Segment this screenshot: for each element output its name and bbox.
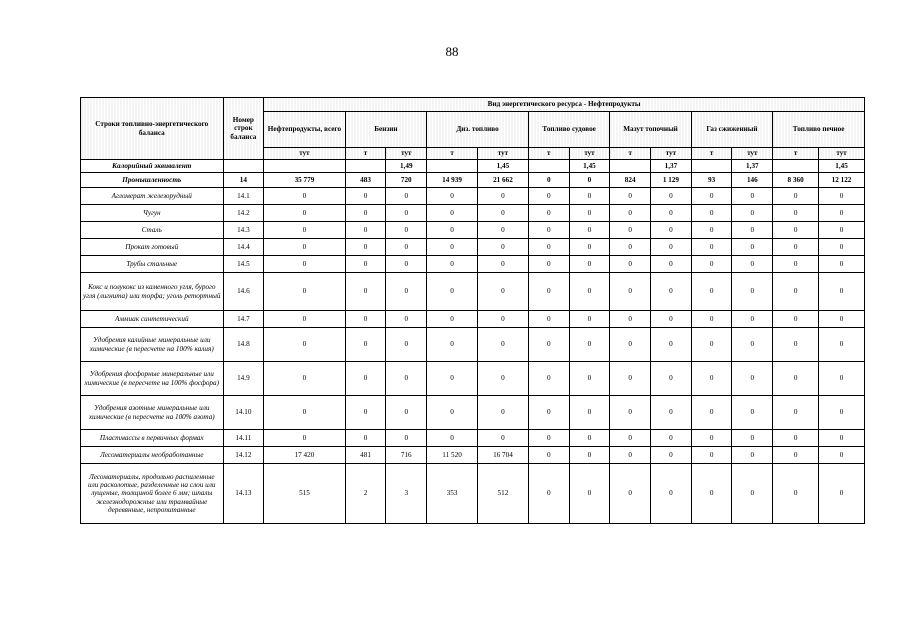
- row-number: 14.4: [223, 239, 264, 256]
- value-cell: 0: [345, 396, 386, 430]
- row-number: 14.10: [223, 396, 264, 430]
- value-cell: 0: [569, 173, 610, 188]
- value-cell: 0: [610, 447, 651, 464]
- value-cell: 0: [528, 396, 569, 430]
- row-label: Чугун: [81, 205, 224, 222]
- value-cell: 0: [478, 222, 529, 239]
- unit-cell: тут: [478, 148, 529, 160]
- value-cell: 0: [651, 430, 692, 447]
- value-cell: 0: [345, 430, 386, 447]
- table-row: [81, 447, 865, 464]
- table-row: [81, 188, 865, 205]
- value-cell: 1,45: [819, 160, 865, 173]
- value-cell: 0: [610, 239, 651, 256]
- row-label: Кокс и полукокс из каменного угля, бурого угля (лигнита) или торфа; уголь ретортный: [81, 273, 224, 311]
- table-row: [81, 256, 865, 273]
- value-cell: 146: [732, 173, 773, 188]
- value-cell: 1 129: [651, 173, 692, 188]
- value-cell: 0: [569, 188, 610, 205]
- row-label: Агломерат железорудный: [81, 188, 224, 205]
- value-cell: 0: [427, 256, 478, 273]
- unit-cell: т: [345, 148, 386, 160]
- page-number: 88: [445, 44, 459, 59]
- column-header: Бензин: [345, 112, 426, 148]
- value-cell: 0: [528, 362, 569, 396]
- value-cell: 1,37: [651, 160, 692, 173]
- value-cell: 0: [528, 239, 569, 256]
- unit-cell: т: [691, 148, 732, 160]
- value-cell: 0: [651, 205, 692, 222]
- row-label: Трубы стальные: [81, 256, 224, 273]
- value-cell: 0: [569, 239, 610, 256]
- value-cell: 0: [691, 430, 732, 447]
- value-cell: 0: [819, 328, 865, 362]
- value-cell: 0: [386, 273, 427, 311]
- value-cell: 0: [819, 362, 865, 396]
- value-cell: 0: [773, 222, 819, 239]
- value-cell: 0: [528, 447, 569, 464]
- value-cell: 0: [264, 430, 345, 447]
- row-number: [223, 160, 264, 173]
- table-row: [81, 430, 865, 447]
- value-cell: 0: [478, 311, 529, 328]
- value-cell: 0: [773, 273, 819, 311]
- value-cell: 0: [691, 447, 732, 464]
- value-cell: 0: [819, 311, 865, 328]
- row-number: 14.9: [223, 362, 264, 396]
- value-cell: 0: [386, 362, 427, 396]
- row-label: Промышленность: [81, 173, 224, 188]
- table-row: [81, 362, 865, 396]
- value-cell: 0: [773, 447, 819, 464]
- table-row: [81, 464, 865, 524]
- value-cell: 0: [651, 273, 692, 311]
- value-cell: 0: [264, 239, 345, 256]
- value-cell: 0: [569, 328, 610, 362]
- value-cell: 0: [569, 396, 610, 430]
- table-row: [81, 273, 865, 311]
- value-cell: 0: [819, 205, 865, 222]
- value-cell: 0: [732, 205, 773, 222]
- value-cell: 0: [528, 311, 569, 328]
- value-cell: 0: [569, 222, 610, 239]
- row-number: 14: [223, 173, 264, 188]
- value-cell: 0: [478, 188, 529, 205]
- value-cell: 0: [386, 311, 427, 328]
- value-cell: 483: [345, 173, 386, 188]
- value-cell: 0: [819, 396, 865, 430]
- table-row: [81, 205, 865, 222]
- value-cell: 0: [264, 205, 345, 222]
- row-number: 14.13: [223, 464, 264, 524]
- value-cell: 0: [773, 328, 819, 362]
- value-cell: 0: [732, 396, 773, 430]
- value-cell: 0: [386, 222, 427, 239]
- value-cell: 0: [732, 311, 773, 328]
- value-cell: 0: [345, 362, 386, 396]
- value-cell: 512: [478, 464, 529, 524]
- value-cell: 0: [569, 447, 610, 464]
- row-number: 14.3: [223, 222, 264, 239]
- value-cell: 0: [819, 464, 865, 524]
- value-cell: 0: [651, 447, 692, 464]
- value-cell: 0: [569, 362, 610, 396]
- value-cell: [610, 160, 651, 173]
- value-cell: 0: [386, 239, 427, 256]
- energy-balance-table: [80, 97, 865, 524]
- table-row: [81, 328, 865, 362]
- unit-cell: тут: [569, 148, 610, 160]
- value-cell: 0: [528, 222, 569, 239]
- row-number: 14.11: [223, 430, 264, 447]
- row-label: Удобрения азотные минеральные или химические (в пересчете на 100% азота): [81, 396, 224, 430]
- value-cell: 0: [345, 273, 386, 311]
- value-cell: 0: [651, 256, 692, 273]
- value-cell: 0: [345, 205, 386, 222]
- value-cell: 0: [610, 464, 651, 524]
- value-cell: 8 360: [773, 173, 819, 188]
- row-number: 14.7: [223, 311, 264, 328]
- value-cell: 0: [651, 362, 692, 396]
- value-cell: 0: [691, 362, 732, 396]
- value-cell: 0: [264, 188, 345, 205]
- value-cell: 0: [386, 396, 427, 430]
- value-cell: 93: [691, 173, 732, 188]
- table-row: [81, 173, 865, 188]
- value-cell: 0: [691, 311, 732, 328]
- row-label: Пластмассы в первичных формах: [81, 430, 224, 447]
- value-cell: 0: [345, 328, 386, 362]
- unit-cell: тут: [732, 148, 773, 160]
- value-cell: 0: [773, 256, 819, 273]
- value-cell: 0: [773, 205, 819, 222]
- value-cell: 0: [427, 430, 478, 447]
- value-cell: 14 939: [427, 173, 478, 188]
- unit-cell: тут: [819, 148, 865, 160]
- value-cell: 1,49: [386, 160, 427, 173]
- value-cell: 0: [610, 430, 651, 447]
- value-cell: 0: [732, 239, 773, 256]
- value-cell: 0: [691, 188, 732, 205]
- value-cell: 0: [691, 205, 732, 222]
- row-label: Прокат готовый: [81, 239, 224, 256]
- value-cell: 0: [386, 205, 427, 222]
- value-cell: 0: [819, 430, 865, 447]
- value-cell: 0: [264, 396, 345, 430]
- value-cell: 515: [264, 464, 345, 524]
- row-number: 14.6: [223, 273, 264, 311]
- num-header: Номер строк баланса: [223, 98, 264, 160]
- value-cell: 0: [528, 328, 569, 362]
- value-cell: 0: [427, 205, 478, 222]
- value-cell: 0: [386, 188, 427, 205]
- column-header: Диз. топливо: [427, 112, 529, 148]
- value-cell: 0: [569, 205, 610, 222]
- value-cell: 0: [732, 328, 773, 362]
- value-cell: [691, 160, 732, 173]
- value-cell: [264, 160, 345, 173]
- value-cell: 0: [528, 173, 569, 188]
- table-row: [81, 222, 865, 239]
- value-cell: [773, 160, 819, 173]
- value-cell: 0: [651, 396, 692, 430]
- value-cell: 0: [386, 328, 427, 362]
- column-header: Нефтепродукты, всего: [264, 112, 345, 148]
- value-cell: 1,45: [478, 160, 529, 173]
- value-cell: 12 122: [819, 173, 865, 188]
- value-cell: 2: [345, 464, 386, 524]
- value-cell: 0: [478, 205, 529, 222]
- value-cell: 0: [819, 222, 865, 239]
- value-cell: 0: [610, 396, 651, 430]
- value-cell: 0: [264, 362, 345, 396]
- value-cell: 0: [732, 447, 773, 464]
- value-cell: 0: [478, 430, 529, 447]
- value-cell: 0: [528, 430, 569, 447]
- table-row: [81, 160, 865, 173]
- value-cell: 11 520: [427, 447, 478, 464]
- value-cell: 0: [528, 464, 569, 524]
- value-cell: 720: [386, 173, 427, 188]
- value-cell: 0: [386, 430, 427, 447]
- value-cell: 0: [478, 273, 529, 311]
- value-cell: 0: [427, 311, 478, 328]
- value-cell: 0: [651, 464, 692, 524]
- row-number: 14.12: [223, 447, 264, 464]
- value-cell: 35 779: [264, 173, 345, 188]
- value-cell: 0: [345, 311, 386, 328]
- value-cell: 0: [819, 188, 865, 205]
- value-cell: [528, 160, 569, 173]
- unit-cell: т: [773, 148, 819, 160]
- value-cell: 0: [691, 239, 732, 256]
- value-cell: 0: [610, 256, 651, 273]
- value-cell: 0: [732, 188, 773, 205]
- value-cell: 0: [345, 239, 386, 256]
- value-cell: 0: [569, 256, 610, 273]
- value-cell: 0: [691, 222, 732, 239]
- value-cell: 0: [528, 273, 569, 311]
- value-cell: 0: [528, 256, 569, 273]
- value-cell: 0: [427, 328, 478, 362]
- table-row: [81, 239, 865, 256]
- value-cell: 0: [610, 311, 651, 328]
- value-cell: 0: [819, 273, 865, 311]
- value-cell: 17 420: [264, 447, 345, 464]
- value-cell: 481: [345, 447, 386, 464]
- value-cell: 0: [264, 311, 345, 328]
- value-cell: 0: [427, 239, 478, 256]
- row-label: Аммиак синтетический: [81, 311, 224, 328]
- value-cell: 0: [651, 311, 692, 328]
- row-label: Лесоматериалы, продольно распиленные или расколотые, разделенные на слои или лущеные, толщиной более 6 мм; шпалы железнодорожные или трамвайные деревянные, непропитанные: [81, 464, 224, 524]
- value-cell: 0: [345, 188, 386, 205]
- value-cell: 0: [732, 273, 773, 311]
- value-cell: 0: [569, 464, 610, 524]
- value-cell: 0: [651, 188, 692, 205]
- value-cell: 3: [386, 464, 427, 524]
- value-cell: 0: [691, 328, 732, 362]
- value-cell: 0: [651, 239, 692, 256]
- value-cell: 0: [264, 256, 345, 273]
- value-cell: 0: [651, 328, 692, 362]
- column-header: Топливо печное: [773, 112, 865, 148]
- value-cell: 0: [264, 273, 345, 311]
- value-cell: 0: [427, 222, 478, 239]
- value-cell: 0: [773, 362, 819, 396]
- value-cell: 0: [732, 222, 773, 239]
- unit-cell: тут: [264, 148, 345, 160]
- row-label: Сталь: [81, 222, 224, 239]
- row-header: Строки топливно-энергетического баланса: [81, 98, 224, 160]
- value-cell: 0: [610, 188, 651, 205]
- value-cell: 0: [345, 222, 386, 239]
- value-cell: 824: [610, 173, 651, 188]
- value-cell: 0: [732, 256, 773, 273]
- value-cell: 0: [773, 188, 819, 205]
- value-cell: [427, 160, 478, 173]
- value-cell: 0: [773, 311, 819, 328]
- value-cell: 1,45: [569, 160, 610, 173]
- value-cell: 0: [427, 188, 478, 205]
- column-header: Топливо судовое: [528, 112, 609, 148]
- value-cell: 0: [691, 273, 732, 311]
- column-header: Газ сжиженный: [691, 112, 772, 148]
- value-cell: 0: [773, 464, 819, 524]
- value-cell: 0: [569, 311, 610, 328]
- value-cell: 21 662: [478, 173, 529, 188]
- row-number: 14.5: [223, 256, 264, 273]
- value-cell: 0: [427, 273, 478, 311]
- value-cell: 0: [386, 256, 427, 273]
- value-cell: 353: [427, 464, 478, 524]
- column-header: Мазут топочный: [610, 112, 691, 148]
- row-label: Удобрения калийные минеральные или химические (в пересчете на 100% калия): [81, 328, 224, 362]
- row-label: Лесоматериалы необработанные: [81, 447, 224, 464]
- group-header-row: [81, 98, 865, 112]
- value-cell: 0: [478, 362, 529, 396]
- value-cell: 0: [478, 256, 529, 273]
- value-cell: 0: [610, 328, 651, 362]
- row-number: 14.8: [223, 328, 264, 362]
- value-cell: 0: [732, 362, 773, 396]
- value-cell: [345, 160, 386, 173]
- value-cell: 0: [427, 396, 478, 430]
- value-cell: 0: [345, 256, 386, 273]
- value-cell: 0: [610, 205, 651, 222]
- value-cell: 0: [732, 430, 773, 447]
- table-row: [81, 396, 865, 430]
- value-cell: 0: [691, 256, 732, 273]
- value-cell: 0: [478, 328, 529, 362]
- unit-cell: т: [427, 148, 478, 160]
- value-cell: 716: [386, 447, 427, 464]
- unit-cell: т: [610, 148, 651, 160]
- value-cell: 0: [651, 222, 692, 239]
- value-cell: 0: [819, 239, 865, 256]
- value-cell: 16 704: [478, 447, 529, 464]
- value-cell: 0: [691, 396, 732, 430]
- value-cell: 0: [819, 256, 865, 273]
- value-cell: 0: [427, 362, 478, 396]
- table-row: [81, 311, 865, 328]
- value-cell: 0: [264, 222, 345, 239]
- unit-cell: т: [528, 148, 569, 160]
- value-cell: 0: [569, 430, 610, 447]
- value-cell: 0: [610, 222, 651, 239]
- value-cell: 0: [264, 328, 345, 362]
- row-number: 14.2: [223, 205, 264, 222]
- row-label: Калорийный эквивалент: [81, 160, 224, 173]
- unit-cell: тут: [651, 148, 692, 160]
- value-cell: 0: [528, 188, 569, 205]
- value-cell: 0: [569, 273, 610, 311]
- value-cell: 0: [528, 205, 569, 222]
- row-number: 14.1: [223, 188, 264, 205]
- value-cell: 0: [773, 396, 819, 430]
- value-cell: 0: [819, 447, 865, 464]
- unit-cell: тут: [386, 148, 427, 160]
- value-cell: 0: [773, 239, 819, 256]
- value-cell: 0: [610, 273, 651, 311]
- group-header: Вид энергетического ресурса - Нефтепродукты: [264, 98, 865, 112]
- value-cell: 0: [732, 464, 773, 524]
- value-cell: 0: [478, 396, 529, 430]
- value-cell: 0: [610, 362, 651, 396]
- value-cell: 0: [773, 430, 819, 447]
- value-cell: 0: [691, 464, 732, 524]
- value-cell: 1,37: [732, 160, 773, 173]
- row-label: Удобрения фосфорные минеральные или химические (в пересчете на 100% фосфора): [81, 362, 224, 396]
- value-cell: 0: [478, 239, 529, 256]
